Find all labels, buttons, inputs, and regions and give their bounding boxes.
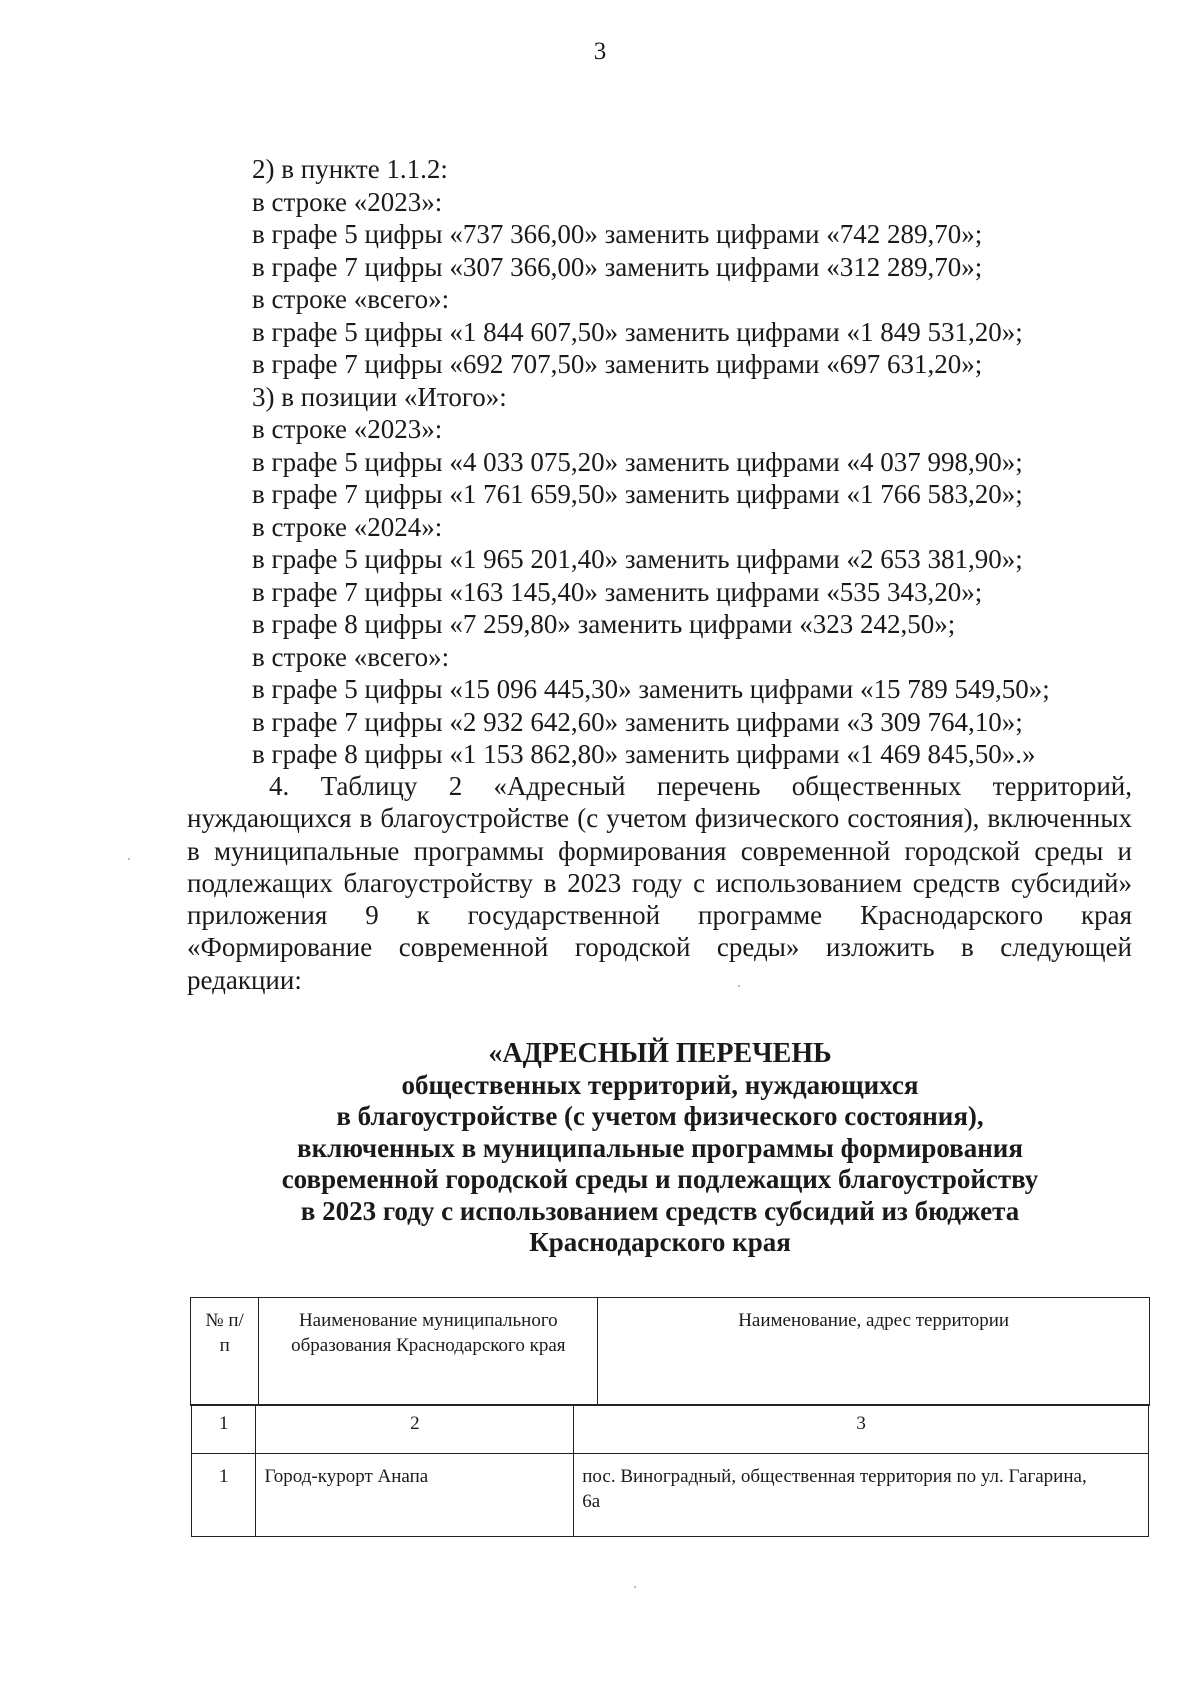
amendment-line: в строке «2023»: [252,186,443,217]
amendment-line: в графе 8 цифры «7 259,80» заменить цифрами «323 242,50»; [252,609,956,639]
amendment-line: в графе 5 цифры «1 844 607,50» заменить цифрами «1 849 531,20»; [252,316,1023,347]
header-num [191,1298,259,1406]
column-number: 1 [192,1405,256,1454]
table-header [190,1297,1150,1406]
row-municipality: Город-курорт Анапа [256,1454,574,1537]
title-line: в благоустройстве (с учетом физического состояния), [336,1101,984,1131]
title-line: Краснодарского края [529,1227,791,1257]
scan-speck [738,985,740,987]
amendment-line: в графе 7 цифры «2 932 642,60» заменить цифрами «3 309 764,10»; [252,706,1023,737]
row-address: пос. Виноградный, общественная территория по ул. Гагарина, 6а [574,1454,1149,1537]
title-line: общественных территорий, нуждающихся [401,1069,919,1100]
header-row [191,1298,1150,1406]
table-body [191,1404,1149,1537]
amendment-line: в графе 7 цифры «1 761 659,50» заменить цифрами «1 766 583,20»; [252,479,1023,509]
amendment-line: в графе 7 цифры «692 707,50» заменить цифрами «697 631,20»; [252,349,983,379]
column-number: 3 [574,1405,1149,1454]
title-line: современной городской среды и подлежащих благоустройству [281,1164,1039,1194]
amendment-line: в строке «2023»: [252,414,443,444]
header-num-text: № п/п [205,1310,244,1356]
amendment-line: в строке «2024»: [252,511,443,542]
amendment-line: в графе 7 цифры «163 145,40» заменить цифрами «535 343,20»; [252,576,983,607]
amendment-line: в строке «всего»: [252,641,450,672]
column-number: 2 [256,1405,574,1454]
title-line: «АДРЕСНЫЙ ПЕРЕЧЕНЬ [488,1038,832,1069]
title-line: в 2023 году с использованием средств субсидий из бюджета [300,1195,1020,1226]
column-number-row [192,1405,1149,1454]
row-num: 1 [192,1454,256,1537]
amendment-line: 2) в пункте 1.1.2: [252,154,448,184]
amendment-line: в графе 5 цифры «4 033 075,20» заменить цифрами «4 037 998,90»; [252,446,1023,477]
table-row [192,1454,1149,1537]
amendment-line: в графе 8 цифры «1 153 862,80» заменить цифрами «1 469 845,50».» [252,739,1036,769]
paragraph-4: 4. Таблицу 2 «Адресный перечень общественных территорий, нуждающихся в благоустройстве (с учетом физического состояния), включенных в муниципальные программы формирования современной городской среды и подлежащих благоустройству в 2023 году с использованием средств субсидий» приложения 9 к государственной программе Краснодарского края «Формирование современной городской среды» изложить в следующей редакции: [187,771,1132,995]
amendment-line: 3) в позиции «Итого»: [252,381,507,412]
amendment-line: в графе 5 цифры «1 965 201,40» заменить цифрами «2 653 381,90»; [252,544,1023,574]
header-municipality: Наименование муниципального образования Краснодарского края [259,1298,598,1406]
amendment-line: в графе 7 цифры «307 366,00» заменить цифрами «312 289,70»; [252,251,983,282]
page-number: 3 [593,38,607,65]
scan-speck [128,858,130,860]
scan-speck [634,1586,636,1588]
amendment-line: в графе 5 цифры «15 096 445,30» заменить цифрами «15 789 549,50»; [252,674,1050,704]
amendment-line: в строке «всего»: [252,284,450,314]
header-address: Наименование, адрес территории [598,1298,1150,1406]
amendment-list [252,153,1132,771]
amendment-line: в графе 5 цифры «737 366,00» заменить цифрами «742 289,70»; [252,219,983,249]
title-line: включенных в муниципальные программы формирования [297,1132,1023,1163]
section-title [200,1038,1120,1259]
